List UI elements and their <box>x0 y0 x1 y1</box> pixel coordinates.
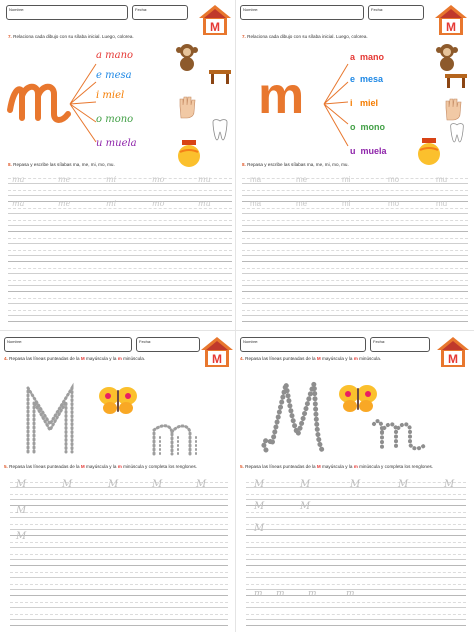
instruction-text: minúscula y completa los renglones. <box>359 464 434 469</box>
instruction-number: 7. <box>8 34 12 39</box>
trace-syllable: mi <box>106 175 117 184</box>
instruction-text: Repasa las líneas punteadas de la <box>9 464 80 469</box>
instruction-upper: M <box>80 356 85 361</box>
svg-text:M: M <box>446 20 456 34</box>
worksheet-trace-m-cursive <box>238 334 472 630</box>
trace-letter: m <box>254 589 263 599</box>
ruled-lines-block[interactable] <box>8 172 232 328</box>
trace-letter: M <box>350 479 361 490</box>
syllable-item: i miel <box>350 98 379 108</box>
worksheet-syllables-match <box>2 2 234 328</box>
trace-syllable: mi <box>106 199 117 208</box>
trace-letter: m <box>346 589 355 599</box>
instruction-upper: M <box>316 356 321 361</box>
date-field[interactable] <box>136 337 200 352</box>
table-icon <box>444 72 468 88</box>
instruction-text: Relaciona cada dibujo con su sílaba inicial. Luego, colorea. <box>13 34 134 39</box>
vertical-divider <box>235 0 236 632</box>
syllable-item: o mono <box>350 122 386 132</box>
instruction-upper: M <box>316 464 321 469</box>
horizontal-divider <box>0 330 474 331</box>
instruction-text: mayúscula y la <box>86 356 117 361</box>
trace-letter: M <box>16 479 27 490</box>
monkey-icon <box>434 42 460 72</box>
name-field[interactable] <box>6 5 128 20</box>
name-label: Nombre: <box>243 7 259 12</box>
instruction-7 <box>8 34 134 39</box>
trace-letter: M <box>62 479 73 490</box>
connector-arrows <box>322 54 350 154</box>
instruction-7 <box>242 34 368 39</box>
house-logo-icon <box>198 4 232 36</box>
house-logo-icon <box>436 336 470 368</box>
instruction-number: 4. <box>240 356 244 361</box>
trace-syllable: me <box>58 199 71 208</box>
instruction-5 <box>240 464 433 469</box>
table-icon <box>208 68 232 84</box>
honey-jar-icon <box>416 136 442 166</box>
honey-jar-icon <box>176 138 202 168</box>
trace-syllable: ma <box>12 175 25 184</box>
svg-text:M: M <box>448 352 458 366</box>
hand-icon <box>176 94 198 120</box>
instruction-text: minúscula. <box>359 356 382 361</box>
tooth-icon <box>210 118 230 142</box>
monkey-icon <box>174 42 200 72</box>
trace-letter: M <box>16 531 27 542</box>
trace-letter: M <box>444 479 455 490</box>
date-field[interactable] <box>132 5 188 20</box>
house-logo-icon <box>200 336 234 368</box>
trace-syllable: mo <box>152 175 165 184</box>
trace-letter: M <box>254 479 265 490</box>
instruction-lower: m <box>353 356 358 361</box>
trace-syllable: mi <box>342 175 351 184</box>
instruction-lower: m <box>117 356 122 361</box>
instruction-text: Repasa y escribe las sílabas ma, me, mi, mo, mu. <box>13 162 115 167</box>
name-label: Nombre: <box>9 7 25 12</box>
trace-syllable: mo <box>152 199 165 208</box>
date-label: Fecha: <box>371 7 384 12</box>
trace-syllable: me <box>296 175 308 184</box>
instruction-number: 4. <box>4 356 8 361</box>
trace-syllable: me <box>296 199 308 208</box>
trace-syllable: mu <box>436 175 448 184</box>
date-label: Fecha: <box>135 7 148 12</box>
instruction-upper: M <box>80 464 85 469</box>
instruction-number: 7. <box>242 34 246 39</box>
instruction-number: 5. <box>240 464 244 469</box>
connector-arrows <box>68 54 98 154</box>
tooth-icon <box>448 122 466 144</box>
instruction-text: minúscula y completa los renglones. <box>123 464 198 469</box>
butterfly-icon <box>338 384 378 414</box>
date-field[interactable] <box>370 337 430 352</box>
instruction-text: Repasa y escribe las sílabas ma, me, mi, mo, mu. <box>247 162 349 167</box>
dotted-lower-m[interactable] <box>148 422 214 456</box>
instruction-4 <box>240 356 381 361</box>
instruction-text: Repasa las líneas punteadas de la <box>9 356 80 361</box>
name-label: Nombre: <box>243 339 259 344</box>
syllable-item: i miel <box>96 90 125 101</box>
hand-icon <box>442 96 464 122</box>
instruction-number: 8. <box>8 162 12 167</box>
trace-syllable: mi <box>342 199 351 208</box>
instruction-8-repeat <box>8 162 115 167</box>
syllable-item: a mano <box>350 52 385 62</box>
syllable-item: u muela <box>96 138 137 149</box>
instruction-text: mayúscula y la <box>86 464 117 469</box>
instruction-text: mayúscula y la <box>322 356 353 361</box>
trace-letter: M <box>254 523 265 534</box>
syllable-item: u muela <box>350 146 387 156</box>
trace-syllable: mo <box>388 199 400 208</box>
cursive-m-letter <box>6 80 76 124</box>
trace-letter: M <box>398 479 409 490</box>
syllable-item: a mano <box>96 50 134 61</box>
name-field[interactable] <box>4 337 132 352</box>
trace-syllable: mu <box>436 199 448 208</box>
instruction-text: Repasa las líneas punteadas de la <box>245 356 316 361</box>
instruction-5-repeat <box>4 464 197 469</box>
instruction-text: Repasa las líneas punteadas de la <box>245 464 316 469</box>
trace-syllable: ma <box>12 199 25 208</box>
house-logo-icon <box>434 4 468 36</box>
instruction-lower: m <box>117 464 122 469</box>
instruction-number: 5. <box>4 464 8 469</box>
syllable-item: e mesa <box>350 74 384 84</box>
ruled-lines-block[interactable] <box>242 172 468 328</box>
trace-letter: M <box>16 505 27 516</box>
svg-text:M: M <box>210 20 220 34</box>
trace-letter: M <box>196 479 207 490</box>
butterfly-icon <box>98 386 138 416</box>
trace-letter: M <box>300 479 311 490</box>
dotted-upper-m[interactable] <box>20 380 80 456</box>
date-label: Fecha: <box>139 339 152 344</box>
trace-syllable: mu <box>198 199 211 208</box>
trace-syllable: mo <box>388 175 400 184</box>
date-field[interactable] <box>368 5 424 20</box>
dotted-cursive-upper-m[interactable] <box>256 378 340 460</box>
instruction-number: 8. <box>242 162 246 167</box>
name-field[interactable] <box>240 5 364 20</box>
ruled-lines-block[interactable] <box>246 476 466 626</box>
instruction-lower: m <box>353 464 358 469</box>
date-label: Fecha: <box>373 339 386 344</box>
trace-letter: M <box>300 501 311 512</box>
syllable-item: e mesa <box>96 70 132 81</box>
syllable-item: o mono <box>96 114 134 125</box>
trace-letter: m <box>308 589 317 599</box>
trace-letter: M <box>108 479 119 490</box>
trace-letter: M <box>152 479 163 490</box>
dotted-cursive-lower-m[interactable] <box>370 414 444 454</box>
name-label: Nombre: <box>7 339 23 344</box>
trace-syllable: ma <box>250 175 262 184</box>
instruction-text: Relaciona cada dibujo con su sílaba inicial. Luego, colorea. <box>247 34 368 39</box>
instruction-text: minúscula. <box>123 356 146 361</box>
worksheet-trace-m <box>2 334 234 630</box>
print-m-letter: m <box>258 67 305 125</box>
instruction-8 <box>242 162 349 167</box>
trace-letter: m <box>276 589 285 599</box>
instruction-text: mayúscula y la <box>322 464 353 469</box>
trace-letter: M <box>254 501 265 512</box>
worksheet-syllables-print <box>238 2 472 328</box>
trace-syllable: ma <box>250 199 262 208</box>
name-field[interactable] <box>240 337 366 352</box>
trace-syllable: mu <box>198 175 211 184</box>
instruction-4 <box>4 356 145 361</box>
svg-text:M: M <box>212 352 222 366</box>
ruled-lines-block[interactable] <box>10 476 228 626</box>
trace-syllable: me <box>58 175 71 184</box>
